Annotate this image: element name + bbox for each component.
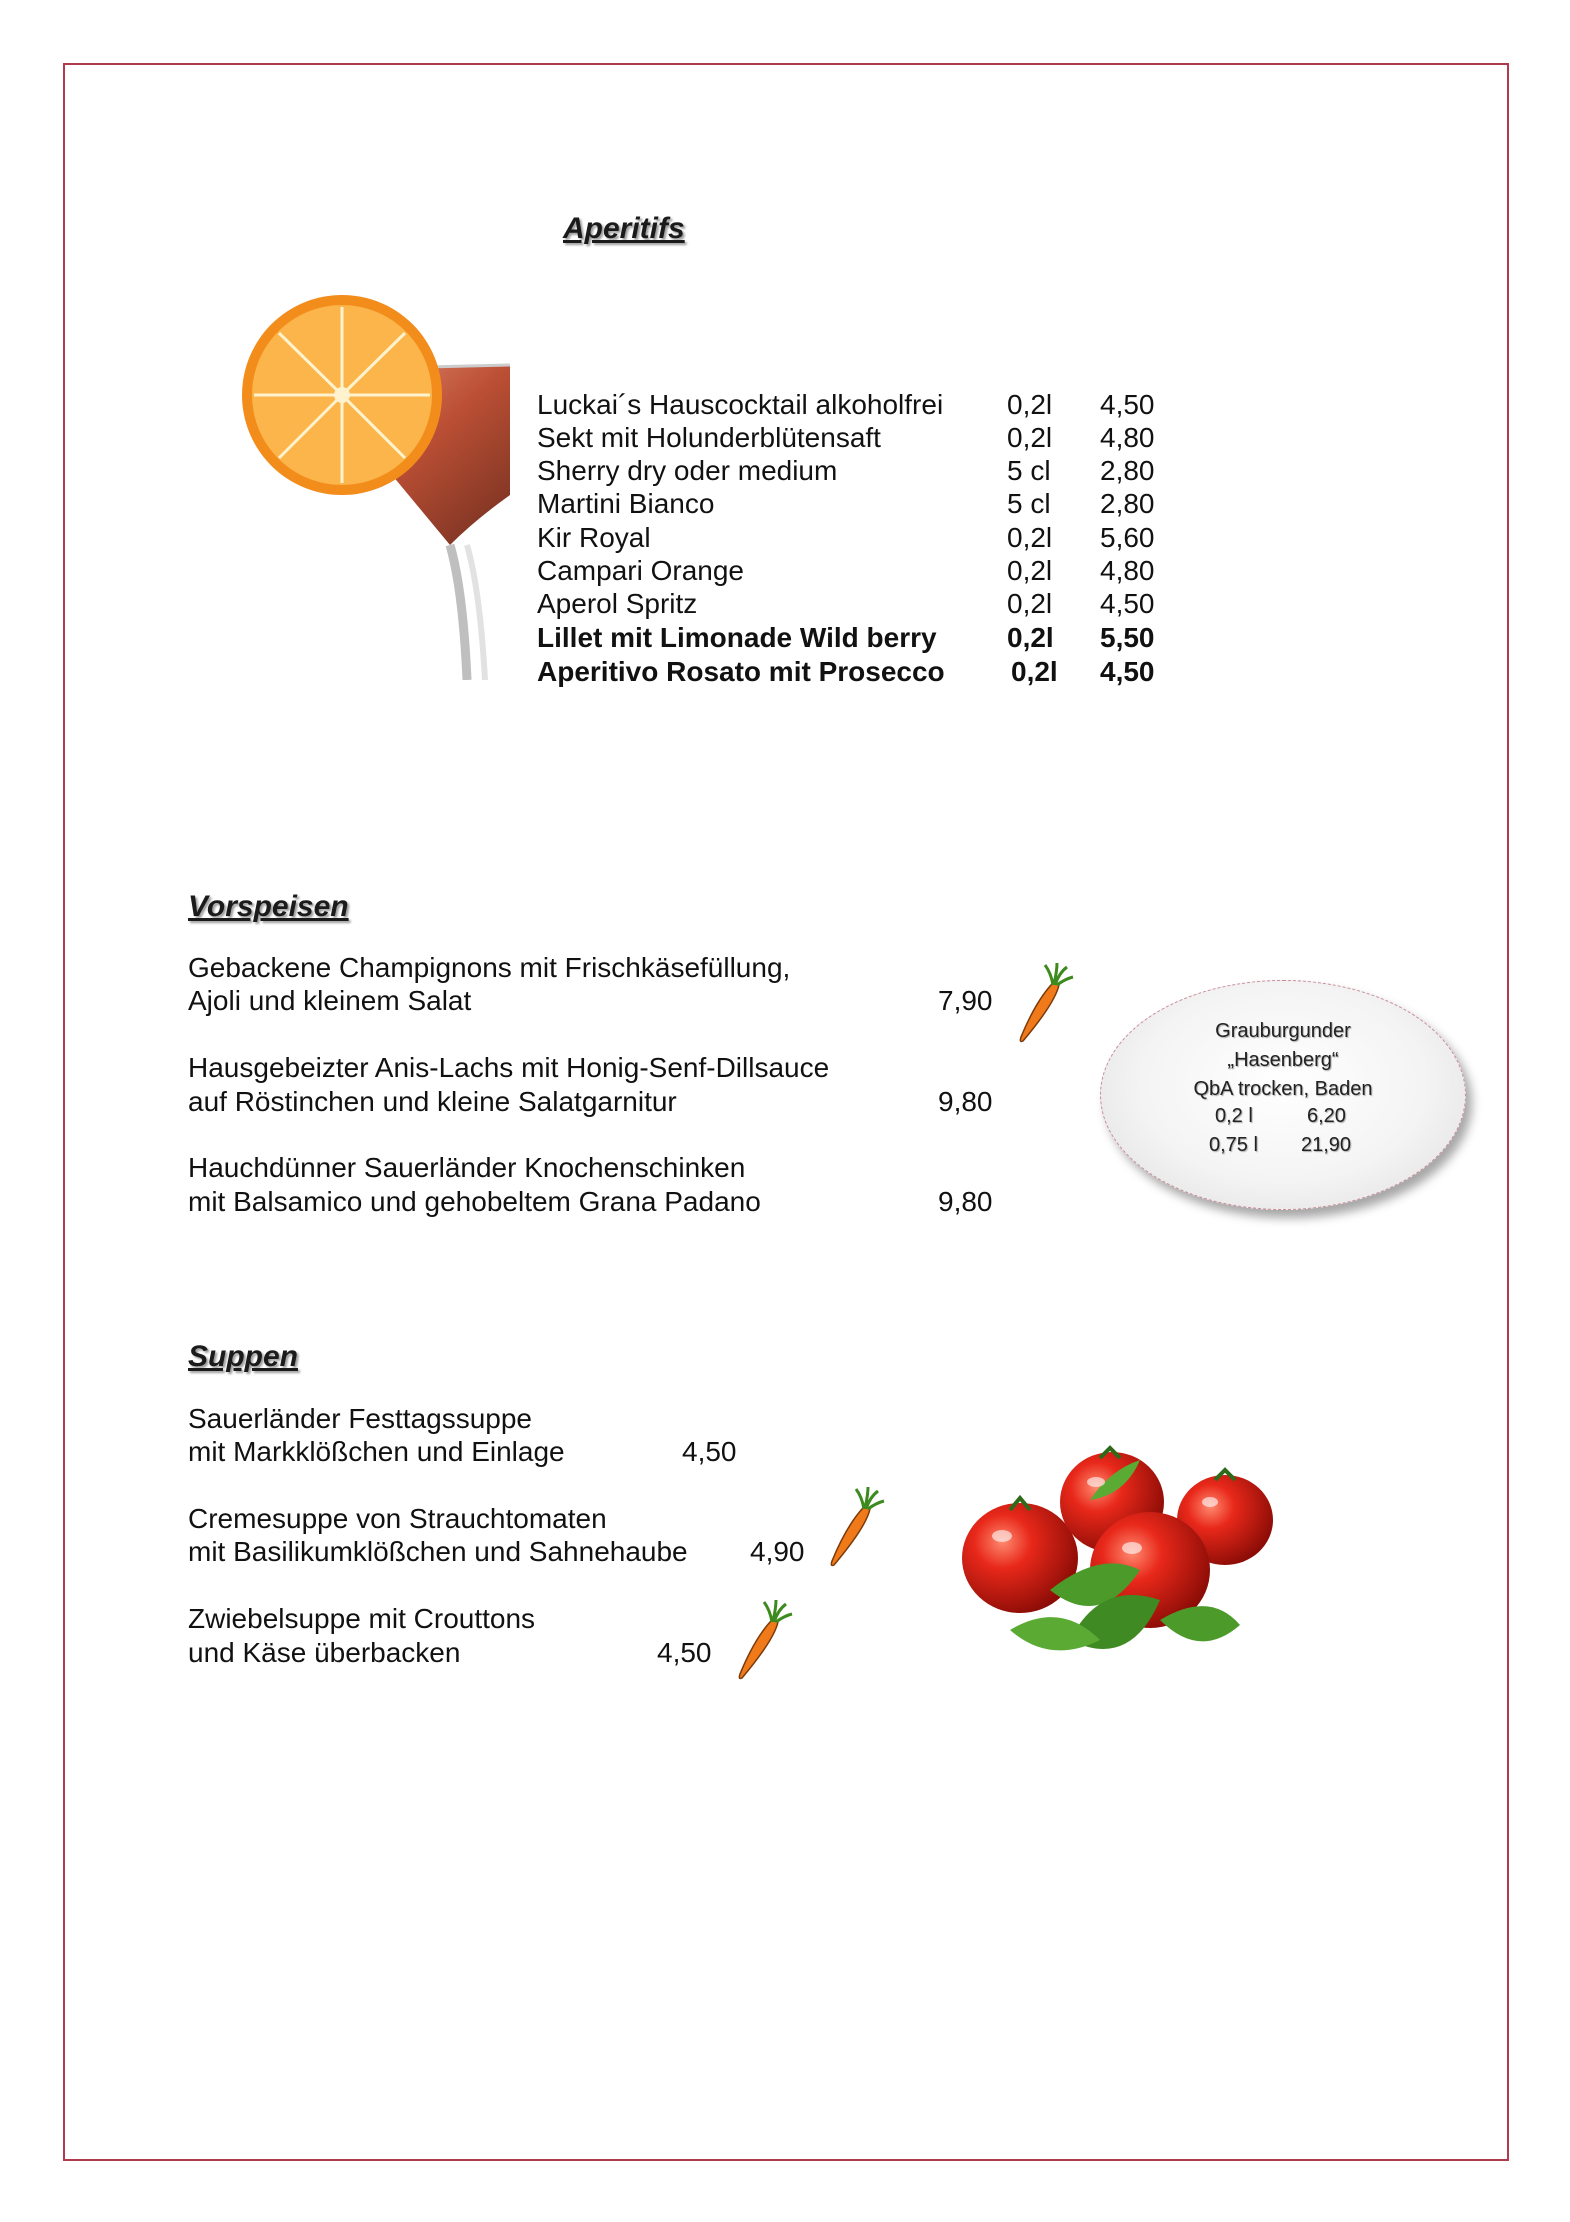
item-volume: 0,2l xyxy=(1007,622,1054,653)
item-name: Aperol Spritz xyxy=(537,588,698,619)
item-line: Gebackene Champignons mit Frischkäsefüllung, xyxy=(188,952,791,983)
item-price: 5,60 xyxy=(1100,522,1155,553)
item-price: 9,80 xyxy=(938,1186,993,1217)
item-price: 4,50 xyxy=(1100,588,1155,619)
item-volume: 0,2l xyxy=(1007,588,1053,619)
aperitifs-heading: Aperitifs xyxy=(563,212,685,245)
item-price: 9,80 xyxy=(938,1086,993,1117)
item-line: Zwiebelsuppe mit Crouttons xyxy=(188,1603,536,1634)
tomatoes-basil-icon xyxy=(950,1440,1370,1680)
item-price: 5,50 xyxy=(1100,622,1155,653)
item-volume: 0,2l xyxy=(1007,522,1053,553)
item-line: Hausgebeizter Anis-Lachs mit Honig-Senf-Dillsauce xyxy=(188,1052,830,1083)
carrot-icon xyxy=(826,1487,886,1569)
item-volume: 0,2l xyxy=(1007,422,1053,453)
item-price: 4,80 xyxy=(1100,555,1155,586)
item-line: Hauchdünner Sauerländer Knochenschinken xyxy=(188,1152,746,1183)
wine-price: 6,20 xyxy=(1307,1105,1346,1127)
item-volume: 0,2l xyxy=(1007,389,1053,420)
wine-volume: 0,2 l xyxy=(1215,1105,1253,1127)
item-line: und Käse überbacken xyxy=(188,1637,461,1668)
item-volume: 5 cl xyxy=(1007,455,1051,486)
item-name: Aperitivo Rosato mit Prosecco xyxy=(537,656,945,687)
item-volume: 0,2l xyxy=(1011,656,1058,687)
item-price: 7,90 xyxy=(938,985,993,1016)
wine-price: 21,90 xyxy=(1301,1134,1352,1156)
item-price: 2,80 xyxy=(1100,488,1155,519)
item-name: Sekt mit Holunderblütensaft xyxy=(537,422,881,453)
item-name: Kir Royal xyxy=(537,522,651,553)
item-price: 4,50 xyxy=(657,1637,712,1668)
item-line: Cremesuppe von Strauchtomaten xyxy=(188,1503,607,1534)
wine-name: Grauburgunder xyxy=(1215,1020,1351,1042)
carrot-icon xyxy=(734,1600,794,1682)
item-line: Sauerländer Festtagssuppe xyxy=(188,1403,532,1434)
item-price: 2,80 xyxy=(1100,455,1155,486)
item-price: 4,50 xyxy=(1100,389,1155,420)
cocktail-glass-icon xyxy=(235,290,515,680)
item-line: mit Basilikumklößchen und Sahnehaube xyxy=(188,1536,688,1567)
wine-origin: QbA trocken, Baden xyxy=(1193,1078,1373,1100)
vorspeisen-heading: Vorspeisen xyxy=(188,890,349,923)
suppen-heading: Suppen xyxy=(188,1340,298,1373)
item-line: auf Röstinchen und kleine Salatgarnitur xyxy=(188,1086,677,1117)
carrot-icon xyxy=(1015,963,1075,1045)
item-price: 4,50 xyxy=(1100,656,1155,687)
item-name: Martini Bianco xyxy=(537,488,715,519)
item-price: 4,50 xyxy=(682,1436,737,1467)
item-name: Sherry dry oder medium xyxy=(537,455,838,486)
item-name: Lillet mit Limonade Wild berry xyxy=(537,622,937,653)
wine-volume: 0,75 l xyxy=(1209,1134,1258,1156)
item-line: mit Markklößchen und Einlage xyxy=(188,1436,565,1467)
item-name: Luckai´s Hauscocktail alkoholfrei xyxy=(537,389,944,420)
item-volume: 5 cl xyxy=(1007,488,1051,519)
item-volume: 0,2l xyxy=(1007,555,1053,586)
item-name: Campari Orange xyxy=(537,555,744,586)
item-line: mit Balsamico und gehobeltem Grana Padano xyxy=(188,1186,761,1217)
wine-recommendation xyxy=(1100,980,1466,1210)
item-line: Ajoli und kleinem Salat xyxy=(188,985,472,1016)
item-price: 4,80 xyxy=(1100,422,1155,453)
item-price: 4,90 xyxy=(750,1536,805,1567)
wine-label: „Hasenberg“ xyxy=(1227,1049,1339,1071)
